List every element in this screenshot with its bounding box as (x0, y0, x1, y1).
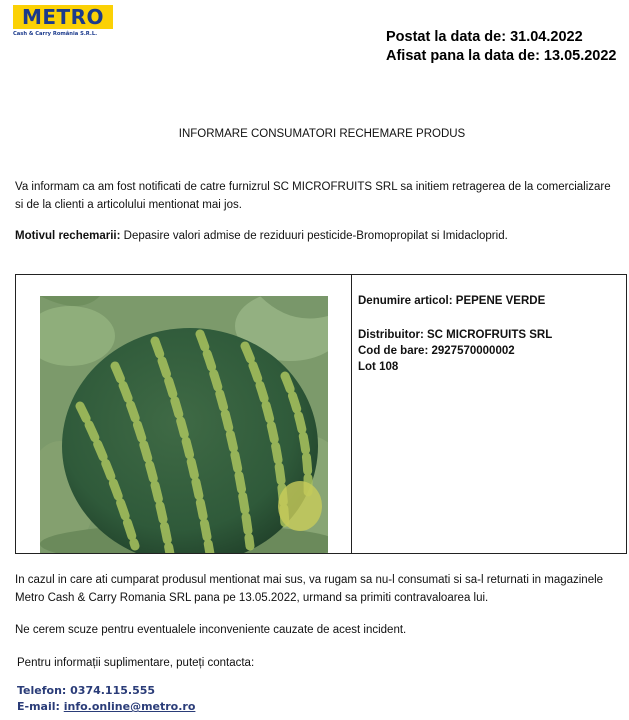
recall-reason-label: Motivul rechemarii: (15, 230, 121, 242)
table-divider (351, 275, 352, 553)
contact-email-label: E-mail: (17, 700, 64, 713)
intro-paragraph: Va informam ca am fost notificati de catre furnizrul SC MICROFRUITS SRL sa initiem retragerea de la comercializare si de la clienti a articolului mentionat mai jos. (15, 181, 611, 211)
notice-dates (386, 28, 617, 66)
metro-logo (13, 5, 113, 43)
watermelon-photo (40, 296, 328, 553)
product-distributor: Distribuitor: SC MICROFRUITS SRL (358, 329, 553, 341)
product-table (15, 274, 627, 554)
page-title: INFORMARE CONSUMATORI RECHEMARE PRODUS (178, 128, 466, 140)
apology-text: Ne cerem scuze pentru eventualele inconveniente cauzate de acest incident. (15, 624, 407, 636)
contact-email (17, 700, 195, 713)
product-details (358, 293, 552, 375)
metro-logo-word: METRO (21, 5, 105, 29)
metro-logo-subtitle: Cash & Carry România S.R.L. (13, 31, 98, 37)
recall-reason (15, 227, 620, 245)
product-lot: Lot 108 (358, 361, 399, 373)
posted-date: Postat la data de: 31.04.2022 (386, 29, 583, 45)
product-barcode: Cod de bare: 2927570000002 (358, 345, 515, 357)
recall-reason-text: Depasire valori admise de reziduuri pesticide-Bromopropilat si Imidacloprid. (120, 230, 508, 242)
contact-intro: Pentru informații suplimentare, puteți contacta: (17, 657, 255, 669)
displayed-until-date: Afisat pana la data de: 13.05.2022 (386, 48, 617, 64)
contact-email-link[interactable]: info.online@metro.ro (63, 700, 196, 713)
product-name: Denumire articol: PEPENE VERDE (358, 295, 546, 307)
return-instructions: In cazul in care ati cumparat produsul mentionat mai sus, va rugam sa nu-l consumati si sa-l returnati in magazinele Metro Cash & Carry Romania SRL pana pe 13.05.2022, urmand sa primiti contravaloarea lui. (15, 574, 604, 604)
contact-phone[interactable]: Telefon: 0374.115.555 (17, 684, 156, 697)
metro-logo-badge (13, 5, 113, 29)
